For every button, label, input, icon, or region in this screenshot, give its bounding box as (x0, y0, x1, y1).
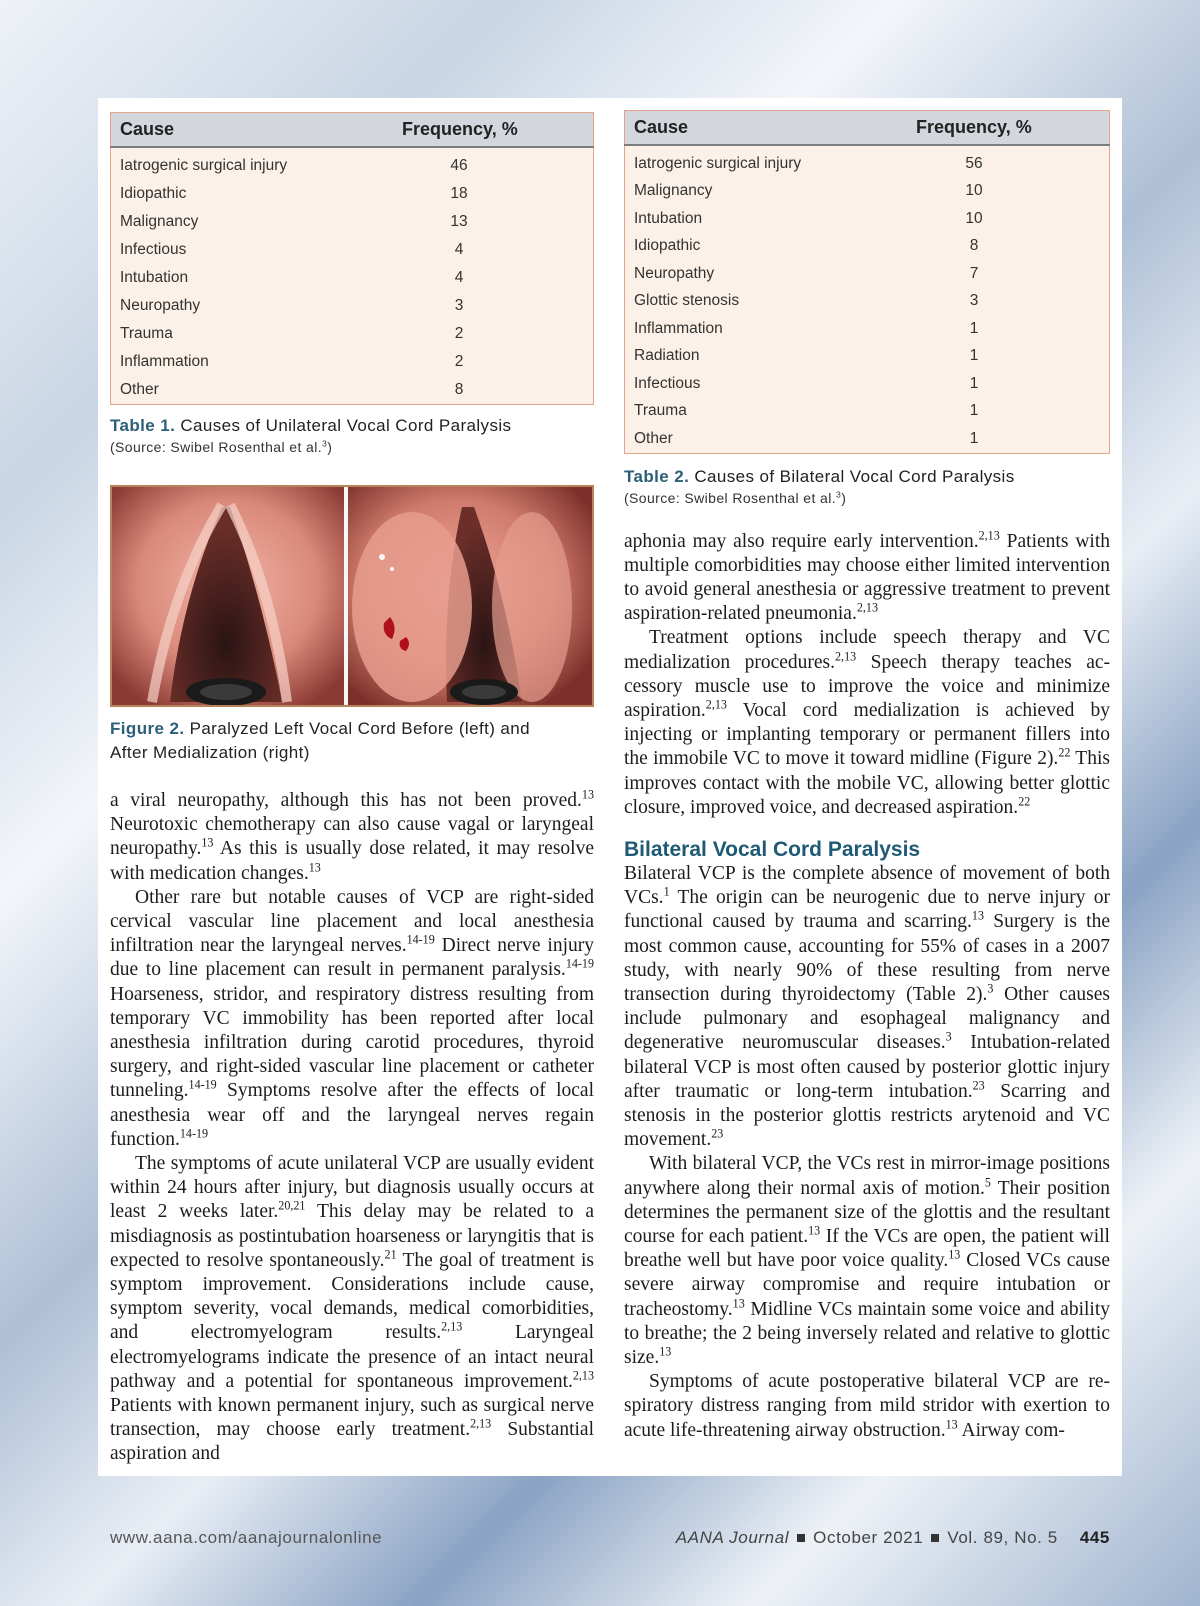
paragraph: With bilateral VCP, the VCs rest in mirror-image positions anywhere along their normal axis of motion.$^5$ Their position determines the permanent size of the glottis and the resultant course for each patient.$^{13}$ If the VCs are open, the patient will breathe well but have poor voice quality.$^{13}$ Closed VCs cause severe airway compromise and require intubation or tracheostomy.$^{13}$ Midline VCs maintain some voice and ability to breathe; the 2 being inversely related and relative to glottic size.$^{13}$ (624, 1153, 1110, 1368)
frequency-cell: 13 (450, 213, 468, 230)
cause-cell: Intubation (634, 209, 703, 227)
frequency-cell: 10 (965, 182, 983, 200)
frequency-cell: 8 (969, 237, 979, 255)
frequency-cell: 1 (969, 402, 979, 420)
figure-2-caption (110, 717, 594, 765)
paragraph: a viral neuropathy, although this has not been proved.$^{13}$ Neurotoxic chemotherapy can also cause vagal or laryngeal neuropathy.$^{13}$ As this is usually dose related, it may resolve with medication changes.$^{13}$ (110, 787, 594, 884)
cause-cell: Trauma (634, 402, 687, 420)
table-row (625, 288, 1110, 316)
table-row (625, 343, 1110, 371)
section-heading: Bilateral Vocal Cord Paralysis (624, 837, 921, 861)
table-row (111, 376, 594, 405)
table-2-header-cause: Cause (625, 111, 909, 146)
table-row (625, 145, 1110, 178)
volume-number: Vol. 89, No. 5 (947, 1528, 1058, 1547)
frequency-cell: 2 (454, 353, 464, 370)
figure-2-image (110, 485, 594, 707)
separator-square-icon (931, 1534, 939, 1542)
left-body-text (110, 789, 594, 1467)
separator-square-icon (797, 1534, 805, 1542)
paragraph: The symptoms of acute unilateral VCP are usually evident within 24 hours after injury, but diagnosis usually occurs at least 2 weeks later.$^{20,21}$ This delay may be related to a misdiagnosis as postintubation hoarseness or laryngitis that is expected to resolve spontaneously.$^{21}$ The goal of treatment is symptom improvement. Considerations include cause, symptom severity, vocal demands, medical comorbidities, and electromyelogram results.$^{2,13}$ Laryngeal electromyelograms indicate the presence of an intact neural pathway and a potential for spontaneous improvement.$^{2,13}$ Patients with known permanent injury, such as surgical nerve transection, may choose early treatment.$^{2,13}$ Substantial aspiration and (110, 1153, 595, 1465)
journal-url: www.aana.com/aanajournalonline (110, 1528, 383, 1547)
right-body-text (624, 530, 1110, 1443)
figure-2-caption-label: Figure 2. (110, 719, 185, 738)
frequency-cell: 7 (969, 264, 979, 282)
table-row (111, 348, 594, 376)
frequency-cell: 1 (969, 374, 979, 392)
table-row (625, 425, 1110, 453)
journal-citation (676, 1528, 1110, 1548)
frequency-cell: 8 (454, 381, 464, 398)
paragraph: aphonia may also require early intervention.$^{2,13}$ Patients with multiple comorbidities may choose either limited intervention to avoid general anesthesia or aggressive treatment to prevent aspiration-related pneumonia.$^{2,13}$ (624, 528, 1111, 625)
table-row (111, 180, 594, 208)
cause-cell: Glottic stenosis (634, 292, 740, 310)
issue-date: October 2021 (813, 1528, 924, 1547)
cause-cell: Neuropathy (120, 297, 201, 314)
table-2-caption-title: Causes of Bilateral Vocal Cord Paralysis (694, 466, 1015, 486)
journal-name: AANA Journal (675, 1528, 790, 1547)
cause-cell: Infectious (120, 241, 187, 258)
figure-2-caption-line2: After Medialization (right) (110, 743, 310, 762)
table-1-caption-title: Causes of Unilateral Vocal Cord Paralysis (180, 416, 512, 435)
cause-cell: Idiopathic (120, 185, 187, 202)
table-row (111, 264, 594, 292)
frequency-cell: 18 (450, 185, 468, 202)
frequency-cell: 3 (969, 292, 979, 310)
table-row (111, 292, 594, 320)
table-row (625, 260, 1110, 288)
frequency-cell: 46 (450, 157, 468, 174)
cause-cell: Malignancy (634, 182, 713, 200)
frequency-cell: 10 (965, 209, 983, 227)
frequency-cell: 2 (454, 325, 464, 342)
table-1-header-frequency: Frequency, % (394, 113, 594, 148)
table-row (625, 178, 1110, 206)
paragraph: Symptoms of acute postoperative bilateral VCP are respiratory distress ranging from mild stridor with exertion to acute life-threatening airway obstruction.$^{13}$ Airway com- (624, 1371, 1110, 1441)
table-2-caption-label: Table 2. (624, 466, 690, 486)
frequency-cell: 1 (969, 319, 979, 337)
cause-cell: Iatrogenic surgical injury (120, 157, 288, 174)
cause-cell: Infectious (634, 374, 701, 392)
frequency-cell: 56 (965, 154, 983, 172)
cause-cell: Inflammation (120, 353, 209, 370)
table-2-caption-source: (Source: Swibel Rosenthal et al.$^3$) (624, 488, 847, 506)
table-1-header-cause: Cause (111, 113, 395, 148)
figure-2-caption-line1: Paralyzed Left Vocal Cord Before (left) and (189, 719, 530, 738)
cause-cell: Neuropathy (634, 264, 715, 282)
cause-cell: Idiopathic (634, 237, 701, 255)
table-row (111, 208, 594, 236)
paragraph: Treatment options include speech therapy and VC medialization procedures.$^{2,13}$ Speech therapy teaches accessory muscle use to improve the voice and minimize aspiration.$^{2,13}$ Vocal cord medialization is achieved by injecting or implanting temporary or permanent fillers into the immobile VC to move it toward midline (Figure 2).$^{22}$ This improves contact with the mobile VC, allowing better glottic closure, improved voice, and decreased aspiration.$^{22}$ (624, 627, 1110, 818)
cause-cell: Malignancy (120, 213, 199, 230)
table-row (625, 205, 1110, 233)
page-number: 445 (1079, 1528, 1110, 1547)
table-row (625, 315, 1110, 343)
cause-cell: Radiation (634, 347, 700, 365)
paragraph: Bilateral VCP is the complete absence of movement of both VCs.$^1$ The origin can be neurogenic due to nerve injury or functional caused by trauma and scarring.$^{13}$ Surgery is the most common cause, accounting for 55% of cases in a 2007 study, with nearly 90% of these resulting from nerve transection during thyroidectomy (Table 2).$^3$ Other causes include pulmonary and esophageal malignancy and degenerative neuromuscular diseases.$^3$ Intubation-related bilateral VCP is most often caused by posterior glottic injury after traumatic or long-term intubation.$^{23}$ Scarring and stenosis in the posterior glottis restricts arytenoid and VC movement.$^{23}$ (624, 862, 1111, 1151)
table-2-header-frequency: Frequency, % (908, 111, 1110, 146)
frequency-cell: 3 (454, 297, 464, 314)
vocal-cord-endoscopy-photo (112, 487, 592, 705)
table-1 (110, 112, 594, 405)
cause-cell: Trauma (120, 325, 173, 342)
table-row (111, 147, 594, 180)
table-row (625, 398, 1110, 426)
table-1-header (111, 113, 594, 148)
page-footer (110, 1528, 1110, 1552)
cause-cell: Iatrogenic surgical injury (634, 154, 802, 172)
cause-cell: Intubation (120, 269, 189, 286)
table-2-caption (624, 466, 1110, 508)
table-row (111, 236, 594, 264)
table-1-caption-label: Table 1. (110, 416, 176, 435)
cause-cell: Other (120, 381, 159, 398)
table-row (111, 320, 594, 348)
right-column (624, 110, 1110, 1443)
left-column (110, 112, 594, 1467)
table-2-header (625, 111, 1110, 146)
table-row (625, 233, 1110, 261)
journal-page (98, 98, 1122, 1476)
frequency-cell: 1 (969, 347, 979, 365)
table-2 (624, 110, 1110, 454)
cause-cell: Other (634, 429, 673, 447)
frequency-cell: 4 (454, 241, 464, 258)
cause-cell: Inflammation (634, 319, 723, 337)
frequency-cell: 1 (969, 429, 979, 447)
table-1-caption-source: (Source: Swibel Rosenthal et al.$^3$) (110, 438, 333, 455)
table-row (625, 370, 1110, 398)
table-1-caption (110, 415, 594, 457)
frequency-cell: 4 (454, 269, 464, 286)
paragraph: Other rare but notable causes of VCP are right-sided cervical vascular line placement and local anesthesia infiltration near the laryngeal nerves.$^{14-19}$ Direct nerve injury due to line placement can result in permanent paralysis.$^{14-19}$ Hoarseness, stridor, and respiratory distress resulting from temporary VC immobility has been reported after local anesthesia infiltration during carotid procedures, thyroid surgery, and right-sided vascular line placement or catheter tunneling.$^{14-19}$ Symptoms resolve after the effects of local anesthesia wear off and the laryngeal nerves regain function.$^{14-19}$ (110, 886, 594, 1150)
